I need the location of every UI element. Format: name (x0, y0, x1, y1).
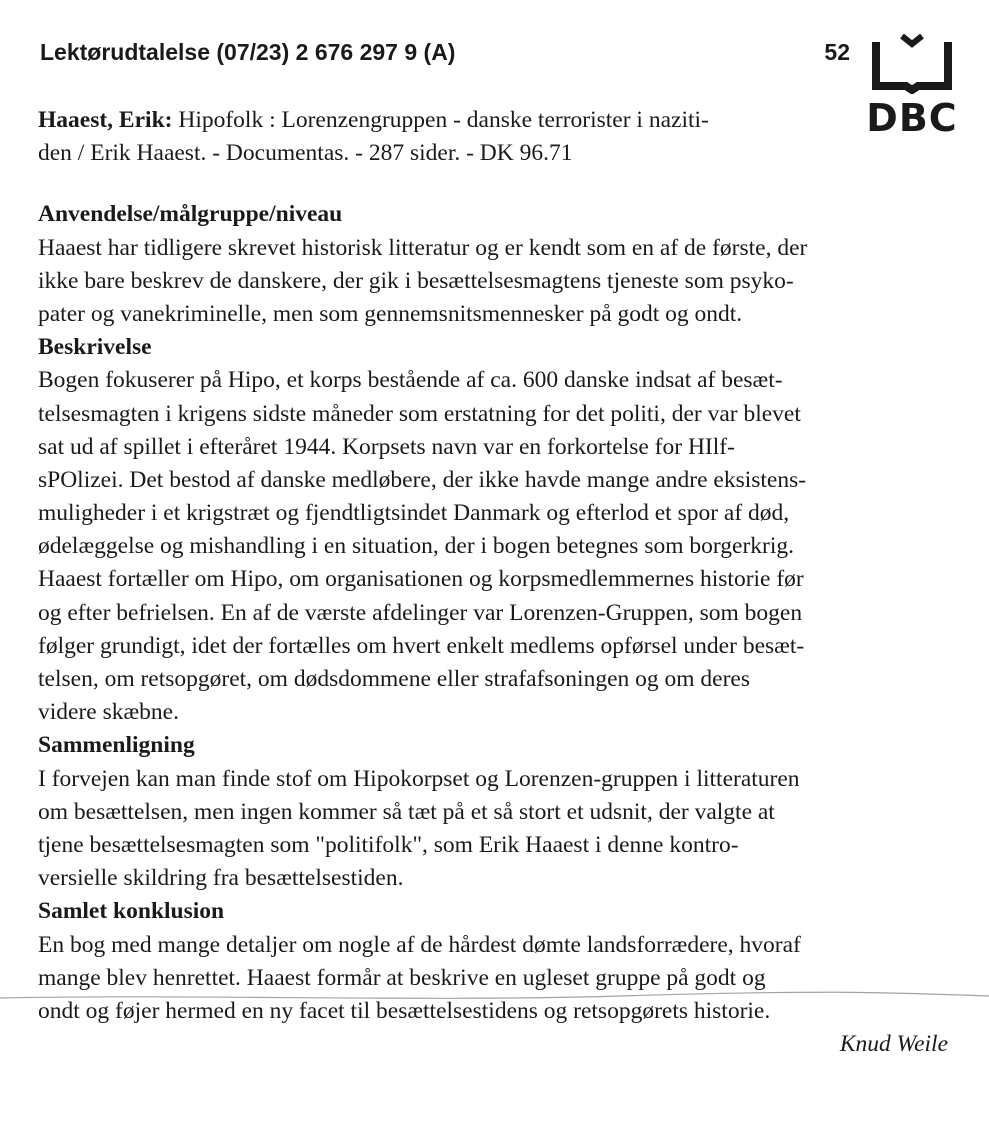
citation-title: Hipofolk : Lorenzengruppen - danske terrorister i naziti- (172, 107, 709, 133)
section-line: tjene besættelsesmagten som "politifolk", som Erik Haaest i denne kontro- (38, 831, 739, 858)
section-heading-konklusion: Samlet konklusion (38, 898, 225, 925)
citation-line-1 (38, 104, 958, 137)
reviewer-signature: Knud Weile (839, 1031, 948, 1058)
section-line: telsesmagten i krigens sidste måneder som erstatning for det politi, der var blevet (38, 400, 801, 427)
section-line: og efter befrielsen. En af de værste afdelinger var Lorenzen-Gruppen, som bogen (38, 599, 803, 626)
review-id-title: Lektørudtalelse (07/23) 2 676 297 9 (A) (40, 39, 456, 65)
section-line: ikke bare beskrev de danskere, der gik i besættelsesmagtens tjeneste som psyko- (38, 267, 794, 294)
section-line: sat ud af spillet i efteråret 1944. Korpsets navn var en forkortelse for HIlf- (38, 433, 735, 460)
section-line: Haaest fortæller om Hipo, om organisationen og korpsmedlemmernes historie før (38, 566, 804, 593)
page-number: 52 (824, 39, 850, 65)
section-line: sPOlizei. Det bestod af danske medløbere, der ikke havde mange andre eksistens- (38, 466, 807, 493)
section-line: om besættelsen, men ingen kommer så tæt på et så stort et udsnit, der valgte at (38, 798, 775, 825)
section-line: Bogen fokuserer på Hipo, et korps bestående af ca. 600 danske indsat af besæt- (38, 367, 783, 394)
section-line: Haaest har tidligere skrevet historisk litteratur og er kendt som en af de første, der (38, 234, 808, 261)
review-body (38, 104, 958, 1061)
review-header (40, 34, 850, 70)
section-line: ondt og føjer hermed en ny facet til besættelsestidens og retsopgørets historie. (38, 997, 771, 1024)
section-line: følger grundigt, idet der fortælles om hvert enkelt medlems opførsel under besæt- (38, 632, 805, 659)
section-heading-beskrivelse: Beskrivelse (38, 334, 152, 361)
section-heading-sammenligning: Sammenligning (38, 732, 195, 759)
dbc-logo-text: DBC (866, 96, 958, 140)
section-line: ødelæggelse og mishandling i en situation, der i bogen betegnes som borgerkrig. (38, 533, 795, 560)
citation-author: Haaest, Erik: (38, 107, 173, 133)
section-line: muligheder i et krigstræt og fjendtligtsindet Danmark og efterlod et spor af død, (38, 500, 790, 527)
section-line: pater og vanekriminelle, men som gennemsnitsmennesker på godt og ondt. (38, 300, 743, 327)
section-line: videre skæbne. (38, 699, 179, 726)
section-heading-anvendelse: Anvendelse/målgruppe/niveau (38, 201, 343, 228)
section-line: I forvejen kan man finde stof om Hipokorpset og Lorenzen-gruppen i litteraturen (38, 765, 800, 792)
section-line: telsen, om retsopgøret, om dødsdommene eller strafafsoningen og om deres (38, 666, 750, 692)
section-line: versielle skildring fra besættelsestiden. (38, 865, 404, 892)
open-book-icon (866, 28, 958, 94)
section-line: En bog med mange detaljer om nogle af de hårdest dømte landsforrædere, hvoraf (38, 931, 801, 958)
section-line: mange blev henrettet. Haaest formår at beskrive en ugleset gruppe på godt og (38, 964, 766, 991)
citation-line-2: den / Erik Haaest. - Documentas. - 287 sider. - DK 96.71 (38, 140, 573, 167)
